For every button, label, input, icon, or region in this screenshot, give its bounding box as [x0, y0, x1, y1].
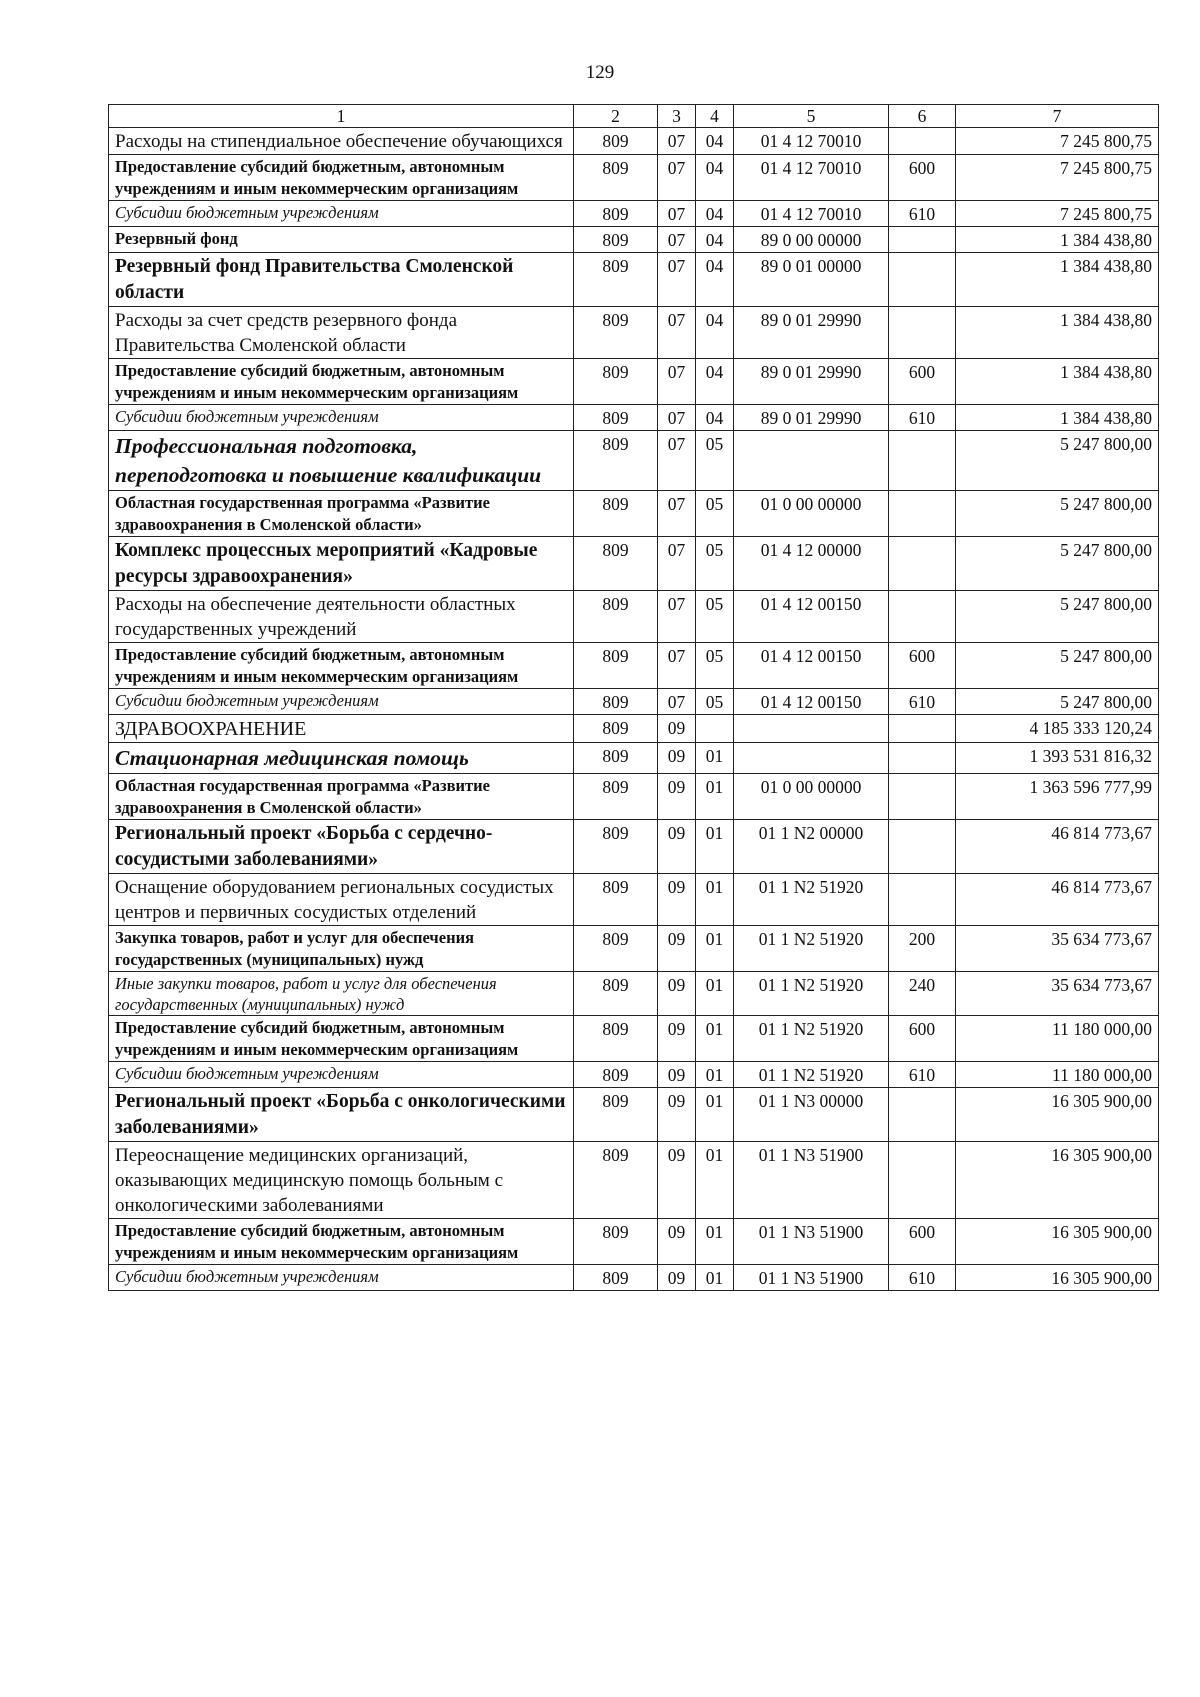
ministry-code-cell: 809 — [574, 155, 658, 201]
column-header: 5 — [734, 105, 889, 128]
table-row — [109, 874, 1159, 926]
subsection-code-cell: 01 — [696, 1142, 734, 1219]
section-code-cell: 07 — [658, 307, 696, 359]
target-article-cell: 01 1 N3 00000 — [734, 1088, 889, 1142]
column-header: 6 — [889, 105, 956, 128]
section-code-cell: 07 — [658, 689, 696, 715]
ministry-code-cell: 809 — [574, 591, 658, 643]
target-article-cell: 01 1 N2 51920 — [734, 874, 889, 926]
expense-type-cell: 610 — [889, 201, 956, 227]
section-code-cell: 07 — [658, 405, 696, 431]
ministry-code-cell: 809 — [574, 1219, 658, 1265]
amount-cell: 1 384 438,80 — [956, 307, 1159, 359]
expense-type-cell: 240 — [889, 972, 956, 1016]
target-article-cell: 89 0 01 29990 — [734, 307, 889, 359]
expense-type-cell — [889, 743, 956, 774]
amount-cell: 35 634 773,67 — [956, 926, 1159, 972]
target-article-cell: 01 4 12 70010 — [734, 201, 889, 227]
ministry-code-cell: 809 — [574, 201, 658, 227]
row-name-cell: Региональный проект «Борьба с онкологическими заболеваниями» — [109, 1088, 574, 1142]
column-header: 3 — [658, 105, 696, 128]
section-code-cell: 09 — [658, 820, 696, 874]
expense-type-cell — [889, 128, 956, 155]
subsection-code-cell: 05 — [696, 491, 734, 537]
ministry-code-cell: 809 — [574, 491, 658, 537]
budget-table — [108, 104, 1159, 1291]
amount-cell: 46 814 773,67 — [956, 874, 1159, 926]
expense-type-cell — [889, 537, 956, 591]
subsection-code-cell: 05 — [696, 591, 734, 643]
table-row — [109, 431, 1159, 491]
column-header: 7 — [956, 105, 1159, 128]
section-code-cell: 09 — [658, 1265, 696, 1291]
amount-cell: 16 305 900,00 — [956, 1265, 1159, 1291]
expense-type-cell — [889, 874, 956, 926]
subsection-code-cell: 04 — [696, 359, 734, 405]
target-article-cell: 01 1 N2 51920 — [734, 926, 889, 972]
expense-type-cell — [889, 820, 956, 874]
expense-type-cell — [889, 253, 956, 307]
table-row — [109, 643, 1159, 689]
column-number-row — [109, 105, 1159, 128]
subsection-code-cell: 04 — [696, 405, 734, 431]
ministry-code-cell: 809 — [574, 689, 658, 715]
ministry-code-cell: 809 — [574, 128, 658, 155]
column-header: 1 — [109, 105, 574, 128]
amount-cell: 5 247 800,00 — [956, 431, 1159, 491]
ministry-code-cell: 809 — [574, 537, 658, 591]
target-article-cell: 01 4 12 00150 — [734, 591, 889, 643]
amount-cell: 7 245 800,75 — [956, 155, 1159, 201]
table-row — [109, 128, 1159, 155]
expense-type-cell — [889, 431, 956, 491]
amount-cell: 7 245 800,75 — [956, 128, 1159, 155]
target-article-cell: 01 0 00 00000 — [734, 774, 889, 820]
row-name-cell: Областная государственная программа «Развитие здравоохранения в Смоленской области» — [109, 774, 574, 820]
ministry-code-cell: 809 — [574, 1142, 658, 1219]
row-name-cell: Субсидии бюджетным учреждениям — [109, 689, 574, 715]
expense-type-cell: 610 — [889, 405, 956, 431]
row-name-cell: Субсидии бюджетным учреждениям — [109, 1265, 574, 1291]
amount-cell: 1 384 438,80 — [956, 253, 1159, 307]
target-article-cell: 01 1 N2 51920 — [734, 1016, 889, 1062]
amount-cell: 1 363 596 777,99 — [956, 774, 1159, 820]
subsection-code-cell: 05 — [696, 431, 734, 491]
expense-type-cell — [889, 227, 956, 253]
target-article-cell — [734, 743, 889, 774]
table-row — [109, 1219, 1159, 1265]
target-article-cell: 89 0 00 00000 — [734, 227, 889, 253]
table-row — [109, 491, 1159, 537]
target-article-cell: 01 4 12 70010 — [734, 155, 889, 201]
table-row — [109, 715, 1159, 743]
ministry-code-cell: 809 — [574, 227, 658, 253]
section-code-cell: 09 — [658, 1219, 696, 1265]
row-name-cell: Субсидии бюджетным учреждениям — [109, 201, 574, 227]
section-code-cell: 07 — [658, 431, 696, 491]
row-name-cell: Предоставление субсидий бюджетным, автономным учреждениям и иным некоммерческим организациям — [109, 1016, 574, 1062]
row-name-cell: Субсидии бюджетным учреждениям — [109, 405, 574, 431]
target-article-cell: 01 4 12 00150 — [734, 689, 889, 715]
amount-cell: 7 245 800,75 — [956, 201, 1159, 227]
table-row — [109, 359, 1159, 405]
target-article-cell: 01 1 N3 51900 — [734, 1265, 889, 1291]
section-code-cell: 07 — [658, 227, 696, 253]
ministry-code-cell: 809 — [574, 359, 658, 405]
table-row — [109, 774, 1159, 820]
ministry-code-cell: 809 — [574, 1265, 658, 1291]
ministry-code-cell: 809 — [574, 926, 658, 972]
expense-type-cell — [889, 307, 956, 359]
amount-cell: 16 305 900,00 — [956, 1219, 1159, 1265]
amount-cell: 11 180 000,00 — [956, 1062, 1159, 1088]
table-row — [109, 1142, 1159, 1219]
target-article-cell: 89 0 01 00000 — [734, 253, 889, 307]
amount-cell: 46 814 773,67 — [956, 820, 1159, 874]
row-name-cell: Резервный фонд Правительства Смоленской области — [109, 253, 574, 307]
subsection-code-cell: 04 — [696, 128, 734, 155]
row-name-cell: Оснащение оборудованием региональных сосудистых центров и первичных сосудистых отделений — [109, 874, 574, 926]
table-row — [109, 743, 1159, 774]
amount-cell: 1 384 438,80 — [956, 359, 1159, 405]
subsection-code-cell: 04 — [696, 227, 734, 253]
subsection-code-cell: 04 — [696, 307, 734, 359]
target-article-cell: 01 1 N2 00000 — [734, 820, 889, 874]
section-code-cell: 09 — [658, 774, 696, 820]
row-name-cell: Предоставление субсидий бюджетным, автономным учреждениям и иным некоммерческим организациям — [109, 155, 574, 201]
amount-cell: 1 384 438,80 — [956, 227, 1159, 253]
subsection-code-cell: 01 — [696, 1265, 734, 1291]
table-row — [109, 537, 1159, 591]
table-row — [109, 1088, 1159, 1142]
section-code-cell: 07 — [658, 201, 696, 227]
amount-cell: 4 185 333 120,24 — [956, 715, 1159, 743]
target-article-cell: 89 0 01 29990 — [734, 359, 889, 405]
expense-type-cell — [889, 591, 956, 643]
subsection-code-cell: 01 — [696, 774, 734, 820]
section-code-cell: 09 — [658, 874, 696, 926]
target-article-cell: 89 0 01 29990 — [734, 405, 889, 431]
subsection-code-cell: 01 — [696, 972, 734, 1016]
table-row — [109, 1265, 1159, 1291]
table-row — [109, 405, 1159, 431]
row-name-cell: Иные закупки товаров, работ и услуг для обеспечения государственных (муниципальных) нужд — [109, 972, 574, 1016]
expense-type-cell: 610 — [889, 1265, 956, 1291]
expense-type-cell: 600 — [889, 359, 956, 405]
section-code-cell: 07 — [658, 591, 696, 643]
section-code-cell: 09 — [658, 1062, 696, 1088]
row-name-cell: Региональный проект «Борьба с сердечно-сосудистыми заболеваниями» — [109, 820, 574, 874]
column-header: 2 — [574, 105, 658, 128]
table-row — [109, 591, 1159, 643]
ministry-code-cell: 809 — [574, 1088, 658, 1142]
target-article-cell: 01 4 12 00000 — [734, 537, 889, 591]
subsection-code-cell: 01 — [696, 1088, 734, 1142]
table-row — [109, 201, 1159, 227]
section-code-cell: 07 — [658, 359, 696, 405]
subsection-code-cell: 05 — [696, 643, 734, 689]
ministry-code-cell: 809 — [574, 774, 658, 820]
amount-cell: 5 247 800,00 — [956, 591, 1159, 643]
table-row — [109, 926, 1159, 972]
row-name-cell: Комплекс процессных мероприятий «Кадровые ресурсы здравоохранения» — [109, 537, 574, 591]
section-code-cell: 09 — [658, 926, 696, 972]
ministry-code-cell: 809 — [574, 1062, 658, 1088]
column-header: 4 — [696, 105, 734, 128]
subsection-code-cell: 01 — [696, 874, 734, 926]
expense-type-cell — [889, 1088, 956, 1142]
section-code-cell: 07 — [658, 253, 696, 307]
target-article-cell: 01 0 00 00000 — [734, 491, 889, 537]
expense-type-cell: 200 — [889, 926, 956, 972]
expense-type-cell: 600 — [889, 1219, 956, 1265]
subsection-code-cell: 04 — [696, 201, 734, 227]
section-code-cell: 07 — [658, 128, 696, 155]
row-name-cell: Закупка товаров, работ и услуг для обеспечения государственных (муниципальных) нужд — [109, 926, 574, 972]
ministry-code-cell: 809 — [574, 743, 658, 774]
page-number: 129 — [585, 62, 615, 83]
amount-cell: 16 305 900,00 — [956, 1088, 1159, 1142]
expense-type-cell — [889, 491, 956, 537]
section-code-cell: 07 — [658, 155, 696, 201]
table-row — [109, 155, 1159, 201]
table-row — [109, 820, 1159, 874]
row-name-cell: Профессиональная подготовка, переподготовка и повышение квалификации — [109, 431, 574, 491]
subsection-code-cell: 04 — [696, 253, 734, 307]
table-body — [109, 128, 1159, 1291]
target-article-cell: 01 1 N2 51920 — [734, 972, 889, 1016]
subsection-code-cell: 01 — [696, 1016, 734, 1062]
expense-type-cell: 610 — [889, 689, 956, 715]
amount-cell: 5 247 800,00 — [956, 689, 1159, 715]
amount-cell: 1 393 531 816,32 — [956, 743, 1159, 774]
section-code-cell: 07 — [658, 537, 696, 591]
section-code-cell: 09 — [658, 715, 696, 743]
subsection-code-cell: 01 — [696, 743, 734, 774]
target-article-cell: 01 1 N3 51900 — [734, 1142, 889, 1219]
ministry-code-cell: 809 — [574, 820, 658, 874]
amount-cell: 1 384 438,80 — [956, 405, 1159, 431]
row-name-cell: Предоставление субсидий бюджетным, автономным учреждениям и иным некоммерческим организациям — [109, 643, 574, 689]
table-row — [109, 1016, 1159, 1062]
table-row — [109, 1062, 1159, 1088]
subsection-code-cell: 05 — [696, 537, 734, 591]
target-article-cell: 01 4 12 70010 — [734, 128, 889, 155]
table-row — [109, 253, 1159, 307]
expense-type-cell — [889, 715, 956, 743]
table-row — [109, 972, 1159, 1016]
ministry-code-cell: 809 — [574, 1016, 658, 1062]
section-code-cell: 07 — [658, 491, 696, 537]
section-code-cell: 09 — [658, 1142, 696, 1219]
subsection-code-cell: 01 — [696, 820, 734, 874]
subsection-code-cell: 04 — [696, 155, 734, 201]
ministry-code-cell: 809 — [574, 972, 658, 1016]
subsection-code-cell: 01 — [696, 1062, 734, 1088]
expense-type-cell: 610 — [889, 1062, 956, 1088]
row-name-cell: Предоставление субсидий бюджетным, автономным учреждениям и иным некоммерческим организациям — [109, 359, 574, 405]
subsection-code-cell: 01 — [696, 1219, 734, 1265]
target-article-cell: 01 4 12 00150 — [734, 643, 889, 689]
expense-type-cell: 600 — [889, 643, 956, 689]
expense-type-cell — [889, 1142, 956, 1219]
target-article-cell — [734, 715, 889, 743]
row-name-cell: Предоставление субсидий бюджетным, автономным учреждениям и иным некоммерческим организациям — [109, 1219, 574, 1265]
target-article-cell: 01 1 N3 51900 — [734, 1219, 889, 1265]
section-code-cell: 09 — [658, 1016, 696, 1062]
row-name-cell: Областная государственная программа «Развитие здравоохранения в Смоленской области» — [109, 491, 574, 537]
row-name-cell: Стационарная медицинская помощь — [109, 743, 574, 774]
row-name-cell: Переоснащение медицинских организаций, оказывающих медицинскую помощь больным с онкологическими заболеваниями — [109, 1142, 574, 1219]
subsection-code-cell: 01 — [696, 926, 734, 972]
ministry-code-cell: 809 — [574, 405, 658, 431]
amount-cell: 5 247 800,00 — [956, 491, 1159, 537]
section-code-cell: 09 — [658, 1088, 696, 1142]
expense-type-cell: 600 — [889, 1016, 956, 1062]
expense-type-cell — [889, 774, 956, 820]
ministry-code-cell: 809 — [574, 643, 658, 689]
table-row — [109, 227, 1159, 253]
ministry-code-cell: 809 — [574, 874, 658, 926]
row-name-cell: Субсидии бюджетным учреждениям — [109, 1062, 574, 1088]
amount-cell: 11 180 000,00 — [956, 1016, 1159, 1062]
row-name-cell: ЗДРАВООХРАНЕНИЕ — [109, 715, 574, 743]
amount-cell: 5 247 800,00 — [956, 643, 1159, 689]
amount-cell: 16 305 900,00 — [956, 1142, 1159, 1219]
amount-cell: 5 247 800,00 — [956, 537, 1159, 591]
section-code-cell: 09 — [658, 743, 696, 774]
target-article-cell — [734, 431, 889, 491]
ministry-code-cell: 809 — [574, 307, 658, 359]
row-name-cell: Расходы на обеспечение деятельности областных государственных учреждений — [109, 591, 574, 643]
target-article-cell: 01 1 N2 51920 — [734, 1062, 889, 1088]
ministry-code-cell: 809 — [574, 431, 658, 491]
expense-type-cell: 600 — [889, 155, 956, 201]
row-name-cell: Резервный фонд — [109, 227, 574, 253]
subsection-code-cell — [696, 715, 734, 743]
row-name-cell: Расходы за счет средств резервного фонда Правительства Смоленской области — [109, 307, 574, 359]
amount-cell: 35 634 773,67 — [956, 972, 1159, 1016]
row-name-cell: Расходы на стипендиальное обеспечение обучающихся — [109, 128, 574, 155]
ministry-code-cell: 809 — [574, 253, 658, 307]
section-code-cell: 07 — [658, 643, 696, 689]
subsection-code-cell: 05 — [696, 689, 734, 715]
table-row — [109, 307, 1159, 359]
section-code-cell: 09 — [658, 972, 696, 1016]
table-row — [109, 689, 1159, 715]
ministry-code-cell: 809 — [574, 715, 658, 743]
